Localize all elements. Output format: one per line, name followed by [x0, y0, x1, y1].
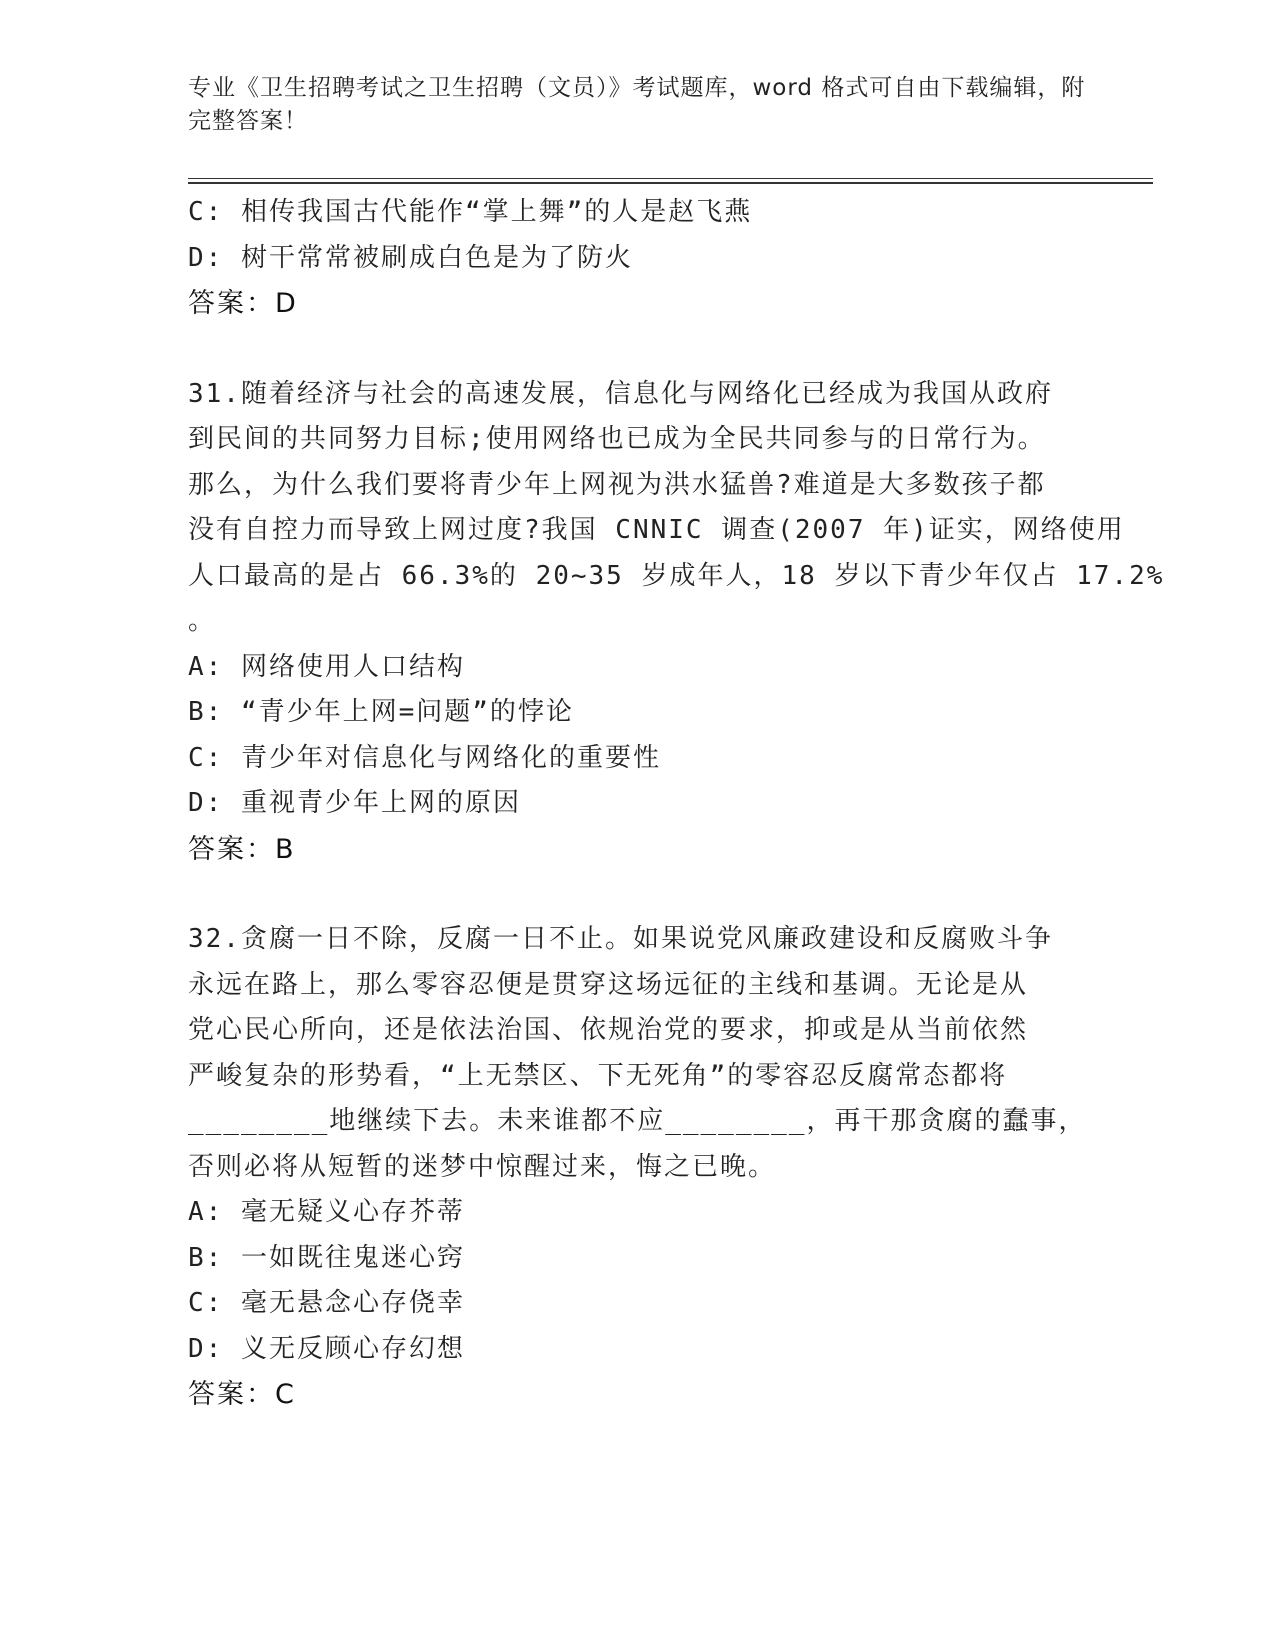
document-header: 专业《卫生招聘考试之卫生招聘（文员）》考试题库，word 格式可自由下载编辑，附完整答案！ — [188, 75, 1086, 134]
question-stem-line: ________地继续下去。未来谁都不应________，再干那贪腐的蠢事， — [188, 1106, 1087, 1136]
answer-line: 答案：C — [188, 1379, 296, 1410]
option-d: D: 重视青少年上网的原因 — [188, 788, 521, 818]
question-stem-line: 那么，为什么我们要将青少年上网视为洪水猛兽?难道是大多数孩子都 — [188, 469, 1046, 500]
question-stem-line: 没有自控力而导致上网过度?我国 CNNIC 调查(2007 年)证实，网络使用 — [188, 515, 1125, 545]
option-c: C: 青少年对信息化与网络化的重要性 — [188, 742, 661, 773]
question-30-tail — [188, 190, 1088, 327]
answer-line: 答案：D — [188, 288, 298, 319]
spacer — [188, 872, 1088, 917]
option-b: B: “青少年上网=问题”的悖论 — [188, 697, 574, 727]
option-c: C: 相传我国古代能作“掌上舞”的人是赵飞燕 — [188, 197, 753, 227]
question-stem-line: 人口最高的是占 66.3%的 20~35 岁成年人，18 岁以下青少年仅占 17.2% — [188, 560, 1165, 591]
question-stem-line: 否则必将从短暂的迷梦中惊醒过来，悔之已晚。 — [188, 1151, 777, 1182]
question-stem-line: 31.随着经济与社会的高速发展，信息化与网络化已经成为我国从政府 — [188, 378, 1053, 409]
spacer — [188, 327, 1088, 372]
question-stem-line: 到民间的共同努力目标;使用网络也已成为全民共同参与的日常行为。 — [188, 424, 1046, 454]
option-a: A: 毫无疑义心存芥蒂 — [188, 1197, 465, 1227]
question-stem-line: 党心民心所向，还是依法治国、依规治党的要求，抑或是从当前依然 — [188, 1015, 1029, 1045]
answer-line: 答案：B — [188, 833, 296, 865]
question-stem-line: 32.贪腐一日不除，反腐一日不止。如果说党风廉政建设和反腐败斗争 — [188, 924, 1053, 954]
question-32 — [188, 917, 1088, 1418]
question-stem-line: 永远在路上，那么零容忍便是贯穿这场远征的主线和基调。无论是从 — [188, 969, 1029, 1000]
option-d: D: 树干常常被刷成白色是为了防火 — [188, 242, 633, 273]
question-content — [188, 190, 1165, 1418]
option-a: A: 网络使用人口结构 — [188, 651, 465, 682]
question-stem-line: 。 — [188, 606, 217, 636]
option-d: D: 义无反顾心存幻想 — [188, 1333, 465, 1364]
option-b: B: 一如既往鬼迷心窍 — [188, 1242, 465, 1273]
question-stem-line: 严峻复杂的形势看，“上无禁区、下无死角”的零容忍反腐常态都将 — [188, 1060, 1008, 1091]
header-divider-thin — [188, 178, 1153, 179]
option-c: C: 毫无悬念心存侥幸 — [188, 1288, 465, 1318]
header-divider-thick — [188, 182, 1153, 184]
question-31 — [188, 372, 1165, 873]
